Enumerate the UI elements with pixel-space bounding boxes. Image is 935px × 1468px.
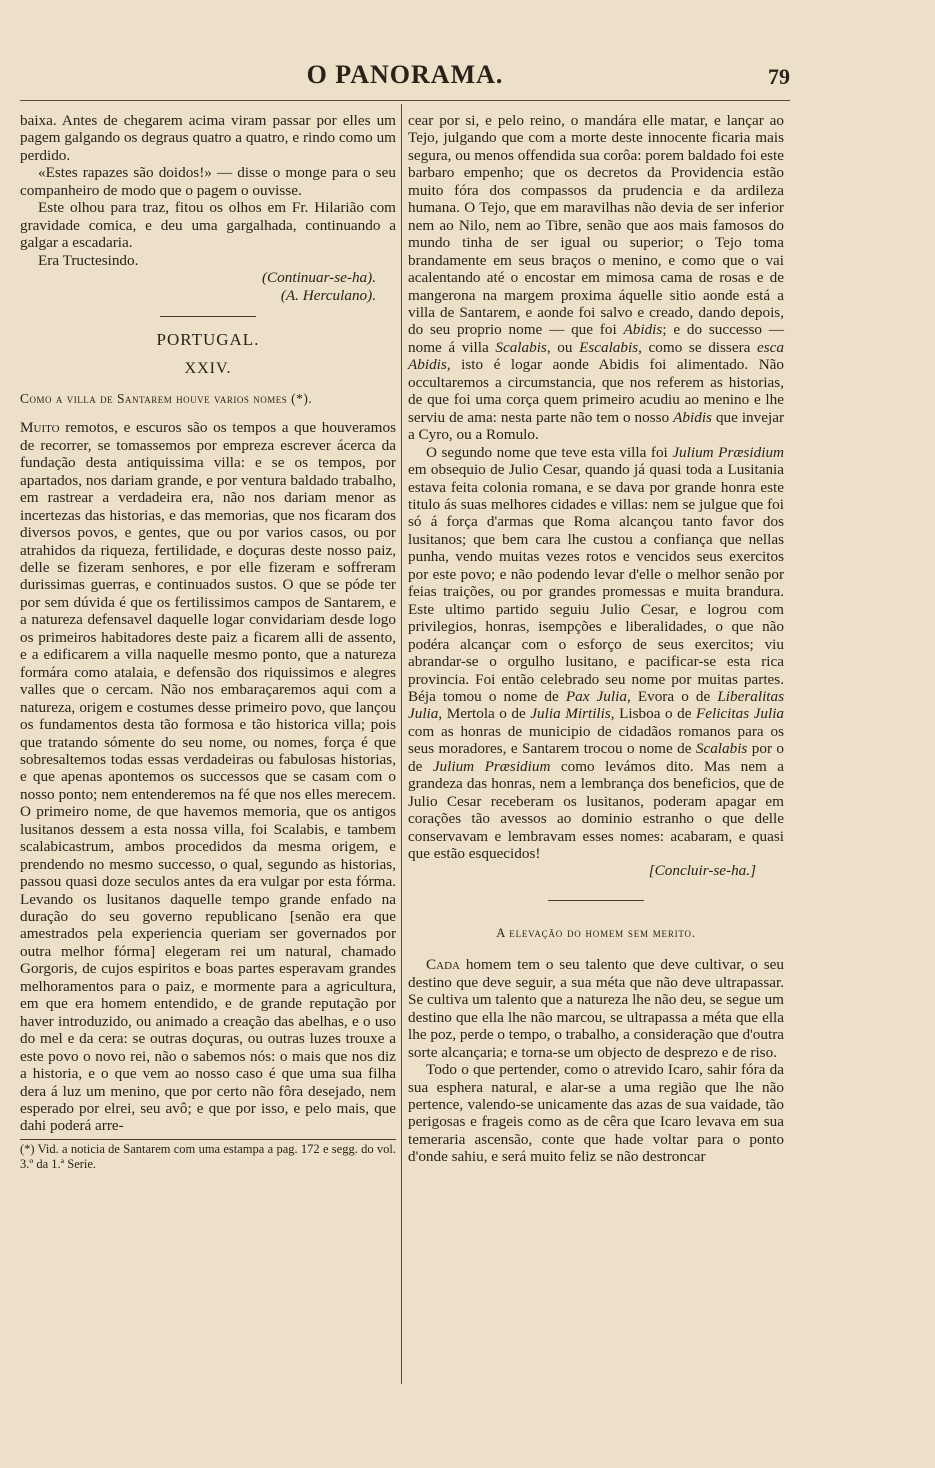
italic-name: Felicitas Julia [695,705,785,723]
paragraph [408,112,784,444]
text-run: , isto é logar aonde Abidis foi alimentado. Não occultaremos a circumstancia, que nos referem as historias, de que foi uma corça quem primeiro acudiu ao menino e lhe serviu de ama: nesta parte não tem o nosso [408,356,784,426]
paragraph [408,444,784,863]
italic-name: Julia Mirtilis [530,705,611,723]
lead-word: Cada [426,956,460,974]
italic-name: Pax Julia [565,687,627,705]
page-header [20,60,790,100]
text-run: O segundo nome que teve esta villa foi [426,443,668,461]
section-heading: PORTUGAL. [156,329,260,349]
section-rule [548,900,644,901]
text-run: , Mertola o de [438,705,526,723]
page-number: 79 [768,64,790,89]
text-run: que invejar a Cyro, ou a Romulo. [408,408,784,444]
text-run: , ou [546,338,573,356]
paragraph: «Estes rapazes são doidos!» — disse o monge para o seu companheiro de modo que o pagem o ouvisse. [20,164,396,199]
paragraph: Este olhou para traz, fitou os olhos em Fr. Hilarião com gravidade comica, e deu uma gargalhada, continuando a galgar a escadaria. [20,199,396,252]
text-run: em obsequio de Julio Cesar, quando já quasi toda a Lusitania estava feita colonia romana, e se dava por grande honra este titulo ás suas melhores cidades e villas: nem se julgue que foi só á força d'armas que Roma alcançou tanto favor dos lusitanos; que bem cara lhe custou a confiança que nellas punha, vendo muitas vezes rotos e vencidos seus exercitos por este povo; e não podendo levar d'elle o melhor senão por feias traições, ou por grandes promessas e muita brandura. Este ultimo partido seguiu Julio Cesar, e logrou com privilegios, honras, isempções e liberalidades, o que não podéra alcançar com o esforço de seus exercitos; viu abrandar-se o orgulho lusitano, e pacificar-se esta rica provincia. Foi então celebrado seu nome por muitas partes. Béja tomou o nome de [408,461,784,705]
text-run: cear por si, e pelo reino, o mandára elle matar, e lançar ao Tejo, julgando que com a morte deste innocente ficaria mais segura, ou menos offendida sua corôa: porem baldado foi este barbaro empenho; que os decretos da Providencia estão muito fóra dos compassos da prudencia e da ardileza humana. O Tejo, que em maravilhas não devia de ser inferior nem ao Nilo, nem ao Tibre, senão que aos mais famosos do mundo tinha de ser igual ou superior; o Tejo toma brandamente em seus braços o menino, e como que o vai acalentando até o encostar em mimosa cama de rosas e de mangerona na margem proxima áquelle sitio aonde está a villa de Santarem, e aonde foi salvo e creado, dando depois, do seu proprio nome — que foi [408,112,784,339]
italic-name: esca Abidis [408,338,784,374]
body-text: homem tem o seu talento que deve cultivar, o seu destino que deve seguir, a sua méta que não deve ultrapassar. Se cultiva um talento que a natureza lhe não deu, se segue um destino que ella lhe não marcou, se ultrapassa a méta que ella lhe poz, perde o tempo, o trabalho, a consideração que d'outra sorte alcançaria; e torna-se um objecto de desprezo e de riso. [408,956,784,1061]
italic-name: Julium Præsidium [432,757,551,775]
italic-name: Escalabis [579,338,639,356]
footnote-rule [20,1139,396,1140]
italic-name: Abidis [673,408,712,426]
article-body [20,419,396,1135]
text-run: , como se dissera [638,338,751,356]
continuation-note: (Continuar-se-ha). [261,269,376,287]
column-divider [401,104,402,1384]
masthead-title: O PANORAMA. [306,60,504,89]
text-run: como levámos dito. Mas nem a grandeza das honras, nem a lembrança dos beneficios, que de Julio Cesar receberam os lusitanos, poderam apagar em corações tão avessos ao dominio estranho o que delle conservavam e lembravam esses nomes: acabaram, e quasi que estão esquecidos! [408,757,785,863]
article-title: A elevação do homem sem merito. [496,925,696,940]
article-body [408,956,784,1061]
italic-name: Julium Præsidium [672,443,785,461]
text-run: , Lisboa o de [610,705,692,723]
article-title: Como a villa de Santarem houve varios nomes (*). [20,390,313,406]
text-run: , Evora o de [626,687,711,705]
footnote: (*) Vid. a noticia de Santarem com uma estampa a pag. 172 e segg. do vol. 3.º da 1.ª Serie. [20,1141,396,1171]
italic-name: Liberalitas Julia [408,687,785,723]
text-run: ; e do successo — nome á villa [408,321,785,356]
header-rule [20,100,790,101]
body-text: remotos, e escuros são os tempos a que houveramos de recorrer, se tomassemos por empreza escrever ácerca da fundação desta antiquissima villa: e se os tempos, por apartados, nos dariam grande, e por ventura baldado trabalho, em rastrear a verdadeira era, não nos dariam menor as incertezas das historias, e das memorias, que nos ficaram dos diversos povos, e gentes, que ou por varios casos, ou por atrahidos da riqueza, fertilidade, e doçuras deste nosso paiz, delle se fizeram senhores, e por elle fizeram e soffreram durissimas guerras, e continuados sustos. O que se póde ter por sem dúvida é que os fertilissimos campos de Santarem, e a natureza defensavel daquelle logar convidariam desde logo os primeiros habitadores deste paiz a ficarem alli de assento, e a edificarem a villa naquelle mesmo ponto, que a natureza formára como atalaia, e defensão dos riquissimos e alegres valles que o cercam. Não nos embaraçaremos aqui com a natureza, origem e costumes desse primeiro povo, que lançou os fundamentos desta tão formosa e tão historica villa; pois que tratando sómente do seu nome, ou nomes, força é que sobresaltemos todas essas verdadeiras ou fabulosas historias, e que apenas apontemos os successos que se casam com o nosso ponto; nem entenderemos na fé que nos elles merecem. O primeiro nome, de que havemos memoria, que os antigos lusitanos dessem a esta nossa villa, foi Scalabis, e tambem scalabicastrum, ambos procedidos da mesma origem, e prendendo no mesmo successo, o qual, segundo as historias, passou quasi doze seculos antes da era vulgar por esta fórma. Levando os lusitanos daquelle tempo grande enfado na duração do seu governo republicano [senão era que amestrados pela experiencia queriam ser governados por outra melhor fórma] elegeram rei um natural, chamado Gorgoris, de cujos espiritos e boas partes esperavam grandes melhoramentos para o paiz, e mormente para a agricultura, em que era homem entendido, e de grande reputação por haver introduzido, ou animado a creação das abelhas, e o uso do mel e da cera: se outras doçuras, ou outras luzes trouxe a este povo o novo rei, não o sabemos nós: o mais que nos diz a historia, e o que vem ao nosso caso é que uma sua filha dera á luz um menino, que por certo não fôra desejado, nem esperado por elrei, seu avô; e que por isso, e pelo mais, que dahi poderá arre- [20,419,396,1135]
italic-name: Abidis [623,321,663,339]
italic-name: Scalabis [495,338,547,356]
left-column [20,112,396,1172]
section-number: XXIV. [184,360,232,378]
paragraph: baixa. Antes de chegarem acima viram passar por elles um pagem galgando os degraus quatro a quatro, e rindo como um perdido. [20,112,396,164]
section-rule [160,316,256,317]
text-run: com as honras de municipio de cidadãos romanos para os seus moradores, e Santarem trocou o nome de [408,722,784,758]
paragraph: Era Tructesindo. [38,251,139,269]
text-run: por o de [408,740,784,775]
right-column [408,112,784,1166]
continuation-note: [Concluir-se-ha.] [648,862,756,880]
italic-name: Scalabis [695,740,748,758]
paragraph: Todo o que pertender, como o atrevido Icaro, sahir fóra da sua esphera natural, e alar-se a uma região que lhe não pertence, valendo-se unicamente das azas de sua vaidade, tão perigosas e frageis como as de cêra que Icaro levava em sua temeraria ascensão, conte que hade voltar para o ponto d'onde sahiu, e será muito feliz se não destroncar [408,1061,784,1166]
author-signature: (A. Herculano). [280,286,376,304]
lead-word: Muito [20,419,60,437]
